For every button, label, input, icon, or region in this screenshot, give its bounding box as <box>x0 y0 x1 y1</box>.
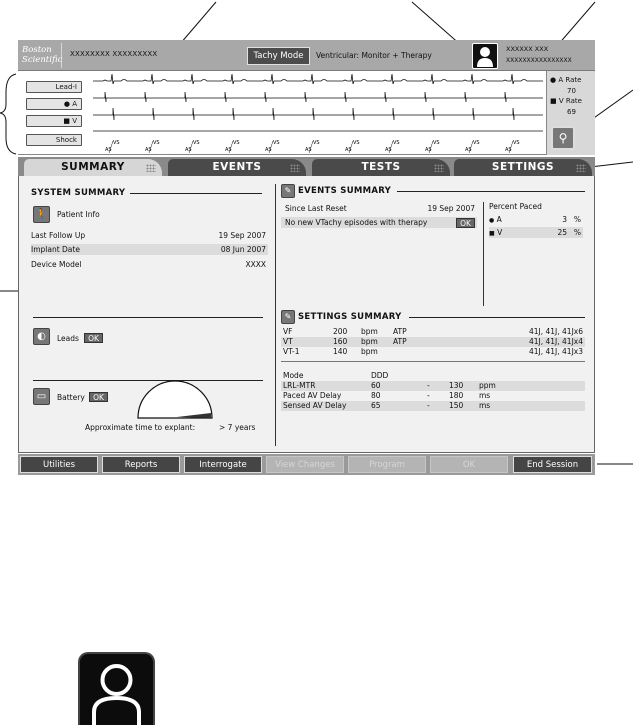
system-summary-title: SYSTEM SUMMARY <box>31 188 126 198</box>
divider <box>281 361 585 362</box>
ecg-marker-vs: VS <box>233 140 240 146</box>
params-table <box>281 371 585 411</box>
episodes-row: No new VTachy episodes with therapy <box>281 217 477 228</box>
ecg-marker-as: AS <box>425 147 432 153</box>
events-summary-title: EVENTS SUMMARY <box>298 186 392 196</box>
divider <box>397 191 585 192</box>
table-row: Mode DDD <box>283 371 389 380</box>
leads-label[interactable]: Leads <box>57 334 79 343</box>
reports-button[interactable]: Reports <box>102 456 180 473</box>
since-last-reset-row: Since Last Reset 19 Sep 2007 <box>285 204 475 213</box>
lead-button-lead-i[interactable]: Lead-I <box>26 81 82 93</box>
explant-value: > 7 years <box>219 423 256 432</box>
ecg-marker-as: AS <box>105 147 112 153</box>
magnify-icon[interactable]: ⚲ <box>551 126 575 150</box>
end-session-button[interactable]: End Session <box>513 456 592 473</box>
leads-status-badge: OK <box>84 333 103 343</box>
patient-name: XXXXXXXX XXXXXXXXX <box>70 50 158 58</box>
patient-info-label[interactable]: Patient Info <box>57 210 100 219</box>
user-icon-large <box>78 652 155 725</box>
header-bar <box>18 40 595 71</box>
tab-summary[interactable]: SUMMARY <box>24 159 162 176</box>
ecg-marker-vs: VS <box>313 140 320 146</box>
tab-bar <box>18 157 595 176</box>
divider <box>33 317 263 318</box>
a-rate-label: ● A Rate <box>550 76 582 84</box>
battery-status-badge: OK <box>89 392 108 402</box>
ecg-marker-as: AS <box>185 147 192 153</box>
ecg-marker-vs: VS <box>473 140 480 146</box>
device-model-row: Device Model XXXX <box>31 260 266 269</box>
percent-paced-title: Percent Paced <box>489 202 542 211</box>
battery-icon[interactable]: ▭ <box>33 388 50 405</box>
physician-subtitle: XXXXXXXXXXXXXXXX <box>506 57 572 64</box>
last-follow-up-row: Last Follow Up 19 Sep 2007 <box>31 231 266 240</box>
tab-tests[interactable]: TESTS <box>312 159 450 176</box>
ecg-marker-vs: VS <box>433 140 440 146</box>
physician-name: XXXXXX XXX <box>506 45 549 53</box>
leads-icon[interactable]: ◐ <box>33 328 50 345</box>
ecg-marker-as: AS <box>265 147 272 153</box>
table-row: LRL-MTR 60 - 130 ppm <box>281 381 585 391</box>
ecg-marker-as: AS <box>145 147 152 153</box>
settings-summary-icon[interactable]: ✎ <box>281 310 295 324</box>
divider <box>409 317 585 318</box>
tab-events[interactable]: EVENTS <box>168 159 306 176</box>
episodes-status-badge: OK <box>456 218 475 228</box>
tachy-mode-button[interactable]: Tachy Mode <box>247 47 310 65</box>
percent-paced-v-row: ■ V 25 % <box>489 228 581 237</box>
v-rate-value: 69 <box>567 108 576 116</box>
patient-info-icon[interactable]: 🚶 <box>33 206 50 223</box>
events-summary-icon[interactable]: ✎ <box>281 184 295 198</box>
ecg-marker-as: AS <box>345 147 352 153</box>
company-logo: Boston Scientific <box>22 43 62 68</box>
explant-label: Approximate time to explant: <box>85 423 196 432</box>
battery-label[interactable]: Battery <box>57 393 85 402</box>
implant-date-row: Implant Date 08 Jun 2007 <box>31 245 266 254</box>
table-row: Sensed AV Delay 65 - 150 ms <box>281 401 585 411</box>
ecg-marker-as: AS <box>385 147 392 153</box>
ecg-trace-atrial <box>93 92 543 102</box>
bottom-toolbar <box>18 454 595 475</box>
ecg-marker-vs: VS <box>193 140 200 146</box>
ok-button[interactable]: OK <box>430 456 508 473</box>
table-row: Paced AV Delay 80 - 180 ms <box>283 391 491 400</box>
tab-settings[interactable]: SETTINGS <box>454 159 592 176</box>
ecg-panel <box>18 71 595 155</box>
program-button[interactable]: Program <box>348 456 426 473</box>
ecg-marker-vs: VS <box>513 140 520 146</box>
table-row: VT 160 bpm ATP 41J, 41J, 41Jx4 <box>283 337 583 346</box>
table-row: VT-1 140 bpm 41J, 41J, 41Jx3 <box>283 347 583 356</box>
ecg-marker-vs: VS <box>393 140 400 146</box>
ecg-marker-vs: VS <box>273 140 280 146</box>
ecg-marker-vs: VS <box>153 140 160 146</box>
a-rate-value: 70 <box>567 87 576 95</box>
battery-gauge <box>135 376 215 420</box>
ecg-trace-ventricular <box>93 108 543 120</box>
view-changes-button[interactable]: View Changes <box>266 456 344 473</box>
ecg-trace-lead-i <box>93 74 543 84</box>
ecg-marker-as: AS <box>225 147 232 153</box>
settings-summary-title: SETTINGS SUMMARY <box>298 312 402 322</box>
zones-table <box>281 327 585 357</box>
utilities-button[interactable]: Utilities <box>20 456 98 473</box>
table-row: VF 200 bpm ATP 41J, 41J, 41Jx6 <box>283 327 583 336</box>
ecg-marker-as: AS <box>465 147 472 153</box>
percent-paced-a-row: ● A 3 % <box>489 215 581 224</box>
ecg-marker-vs: VS <box>353 140 360 146</box>
lead-button-shock[interactable]: Shock <box>26 134 82 146</box>
ecg-marker-vs: VS <box>113 140 120 146</box>
user-icon <box>472 43 498 69</box>
ecg-marker-as: AS <box>305 147 312 153</box>
column-divider <box>275 184 276 446</box>
lead-button-v[interactable]: ■ V <box>26 115 82 127</box>
divider <box>130 193 262 194</box>
lead-button-a[interactable]: ● A <box>26 98 82 110</box>
rate-panel <box>546 71 595 155</box>
v-rate-label: ■ V Rate <box>550 97 582 105</box>
ecg-marker-as: AS <box>505 147 512 153</box>
events-divider <box>483 202 484 306</box>
ecg-traces <box>93 71 543 155</box>
tachy-mode-description: Ventricular: Monitor + Therapy <box>316 51 432 60</box>
interrogate-button[interactable]: Interrogate <box>184 456 262 473</box>
summary-panel <box>18 176 595 453</box>
